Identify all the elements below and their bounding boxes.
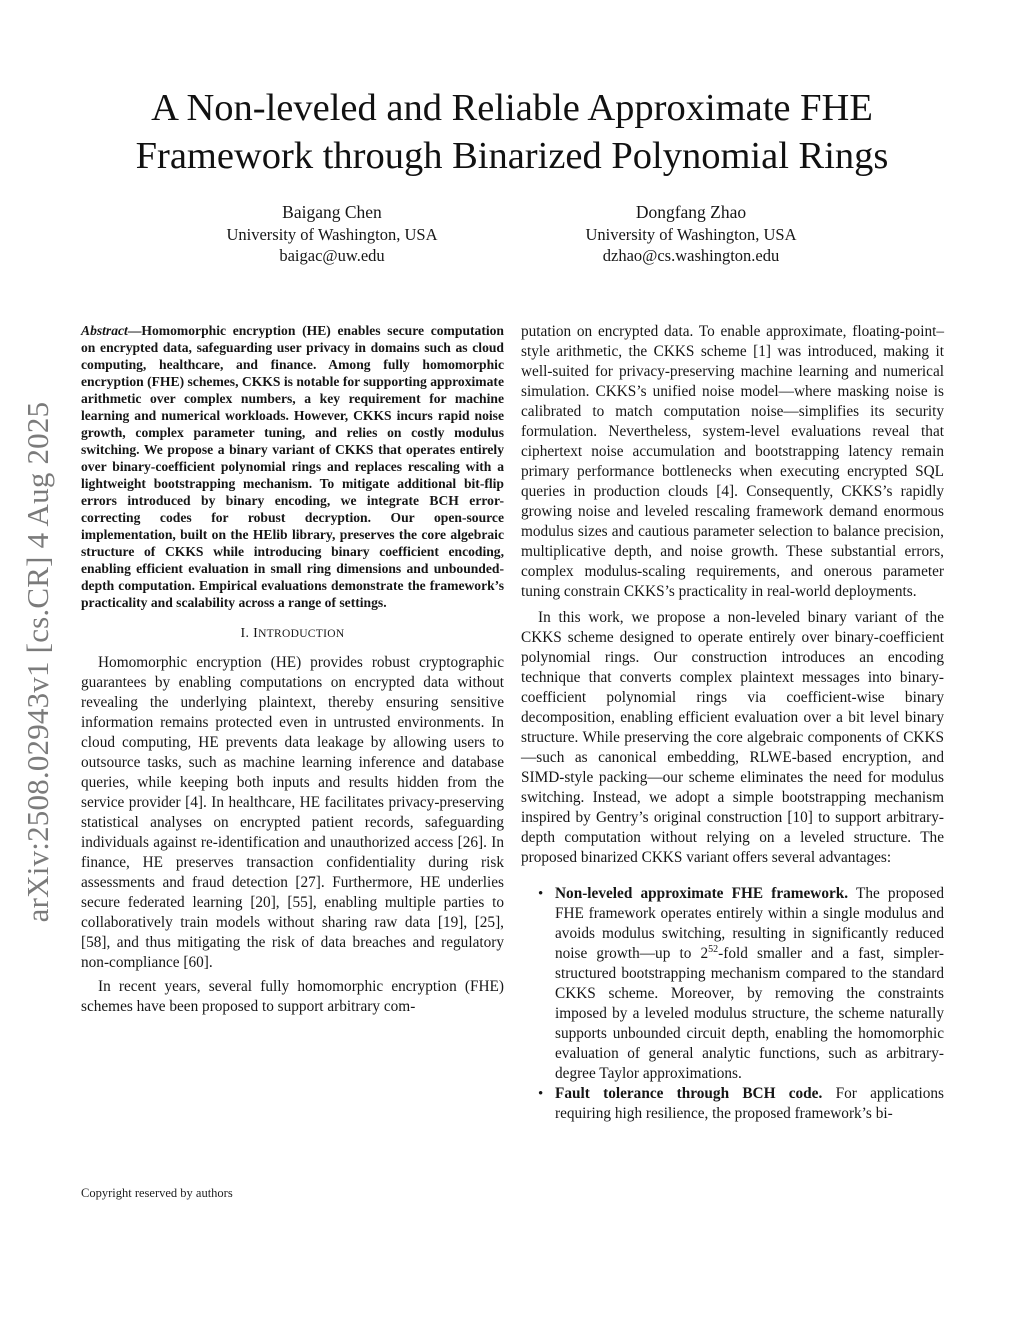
abstract-lead: Abstract	[81, 323, 128, 338]
list-item	[521, 884, 944, 1084]
arxiv-identifier-stamp: arXiv:2508.02943v1 [cs.CR] 4 Aug 2025	[20, 401, 55, 923]
title-line-1: A Non-leveled and Reliable Approximate FHE	[151, 87, 873, 129]
paragraph: Homomorphic encryption (HE) provides robust cryptographic guarantees by enabling computations on encrypted data without revealing the underlying plaintext, thereby ensuring sensitive information remains protected even in untrusted environments. In cloud computing, HE prevents data leakage by allowing users to outsource tasks, such as machine learning inference and database queries, while keeping both inputs and results hidden from the service provider [4]. In healthcare, HE facilitates privacy-preserving statistical analyses on encrypted patient records, safeguarding individuals against re-identification and unauthorized access [26]. In finance, HE preserves transaction confidentiality during risk assessments and fraud detection [27]. Furthermore, HE underlies secure federated learning [20], [55], enabling multiple parties to collaboratively train models without sharing raw data [19], [25], [58], and thus mitigating the risk of data breaches and regulatory non-compliance [60].	[81, 654, 504, 971]
abstract	[81, 322, 504, 611]
list-item	[521, 1084, 944, 1124]
superscript: 52	[708, 943, 719, 955]
abstract-text: —Homomorphic encryption (HE) enables secure computation on encrypted data, safeguarding user privacy in domains such as cloud computing, healthcare, and finance. Among fully homomorphic encryption (FHE) schemes, CKKS is notable for supporting approximate arithmetic over complex numbers, a key requirement for machine learning and numerical workloads. However, CKKS incurs rapid noise growth, complex parameter tuning, and relies on costly modulus switching. We propose a binary variant of CKKS that operates entirely over binary-coefficient polynomial rings and replaces rescaling with a lightweight bootstrapping mechanism. To mitigate additional bit-flip errors introduced by binary encoding, we integrate BCH error-correcting codes for robust decryption. Our open-source implementation, built on the HElib library, preserves the core algebraic structure of CKKS while introducing binary coefficient encoding, enabling efficient evaluation in small ring dimensions and unbounded-depth computation. Empirical evaluations demonstrate the framework’s practicality and scalability across a range of settings.	[81, 323, 504, 610]
list-item-heading: Non-leveled approximate FHE framework.	[555, 885, 849, 902]
paragraph: In recent years, several fully homomorphic encryption (FHE) schemes have been proposed to support arbitrary com-	[81, 978, 504, 1015]
author-name: Dongfang Zhao	[635, 202, 747, 222]
right-column	[521, 322, 944, 1124]
author-email: baigac@uw.edu	[279, 246, 385, 265]
paragraph: putation on encrypted data. To enable approximate, floating-point–style arithmetic, the CKKS scheme [1] was introduced, making it well-suited for privacy-preserving machine learning and numerical simulation. CKKS’s unified noise model—where masking noise is calibrated to match computation noise—simplifies its security formulation. Nevertheless, system-level evaluations reveal that ciphertext noise accumulation and bootstrapping latency remain primary performance bottlenecks when executing encrypted SQL queries in production clouds [4]. Consequently, CKKS’s rapidly growing noise and leveled rescaling framework demand enormous modulus sizes and cautious parameter selection to balance precision, multiplicative depth, and noise growth. These substantial errors, complex modulus-scaling requirements, and onerous parameter tuning constrain CKKS’s practicality in real-world deployments.	[521, 323, 944, 600]
author-affiliation: University of Washington, USA	[226, 225, 438, 244]
paper-title	[80, 84, 944, 180]
author-affiliation: University of Washington, USA	[585, 225, 797, 244]
section-title-rest: NTRODUCTION	[258, 628, 345, 640]
contribution-list	[521, 884, 944, 1124]
section-title-initial: I	[253, 626, 259, 641]
bullet-icon: •	[538, 1086, 544, 1102]
list-item-text: The proposed FHE framework operates entirely within a single modulus and avoids modulus switching, resulting in significantly reduced noise growth—up to 2	[555, 885, 944, 962]
list-item-heading: Fault tolerance through BCH code.	[555, 1085, 823, 1102]
list-item-text-cont: -fold smaller and a fast, simpler-structured bootstrapping mechanism compared to the standard CKKS scheme. Moreover, by removing the constraints imposed by a leveled modulus structure, the scheme naturally supports unbounded circuit depth, enabling the homomorphic evaluation of general analytic functions, such as arbitrary-degree Taylor approximations.	[555, 945, 944, 1082]
author-block-2	[521, 202, 861, 266]
paragraph: In this work, we propose a non-leveled binary variant of the CKKS scheme designed to operate entirely over binary-coefficient polynomial rings. Our construction introduces an encoding technique that converts complex plaintext messages into binary-coefficient polynomial rings via coefficient-wise binary decomposition, enabling efficient evaluation over a bit level binary structure. While preserving the core algebraic components of CKKS—such as canonical embedding, RLWE-based encryption, and SIMD-style packing—our scheme eliminates the need for modulus switching. Instead, we adopt a simple bootstrapping mechanism inspired by Gentry’s original construction [10] to support arbitrary-depth computation without relying on a leveled structure. The proposed binarized CKKS variant offers several advantages:	[521, 609, 944, 866]
list-item-text: For applications requiring high resilience, the proposed framework’s bi-	[555, 1085, 944, 1122]
bullet-icon: •	[538, 886, 544, 902]
footer-copyright: Copyright reserved by authors	[81, 1186, 233, 1200]
title-line-2: Framework through Binarized Polynomial Rings	[135, 135, 889, 177]
author-block-1	[162, 202, 502, 266]
author-email: dzhao@cs.washington.edu	[602, 246, 780, 265]
left-column	[81, 322, 504, 1017]
author-name: Baigang Chen	[282, 202, 382, 222]
section-number: I.	[240, 626, 254, 641]
section-heading-introduction	[81, 624, 504, 644]
